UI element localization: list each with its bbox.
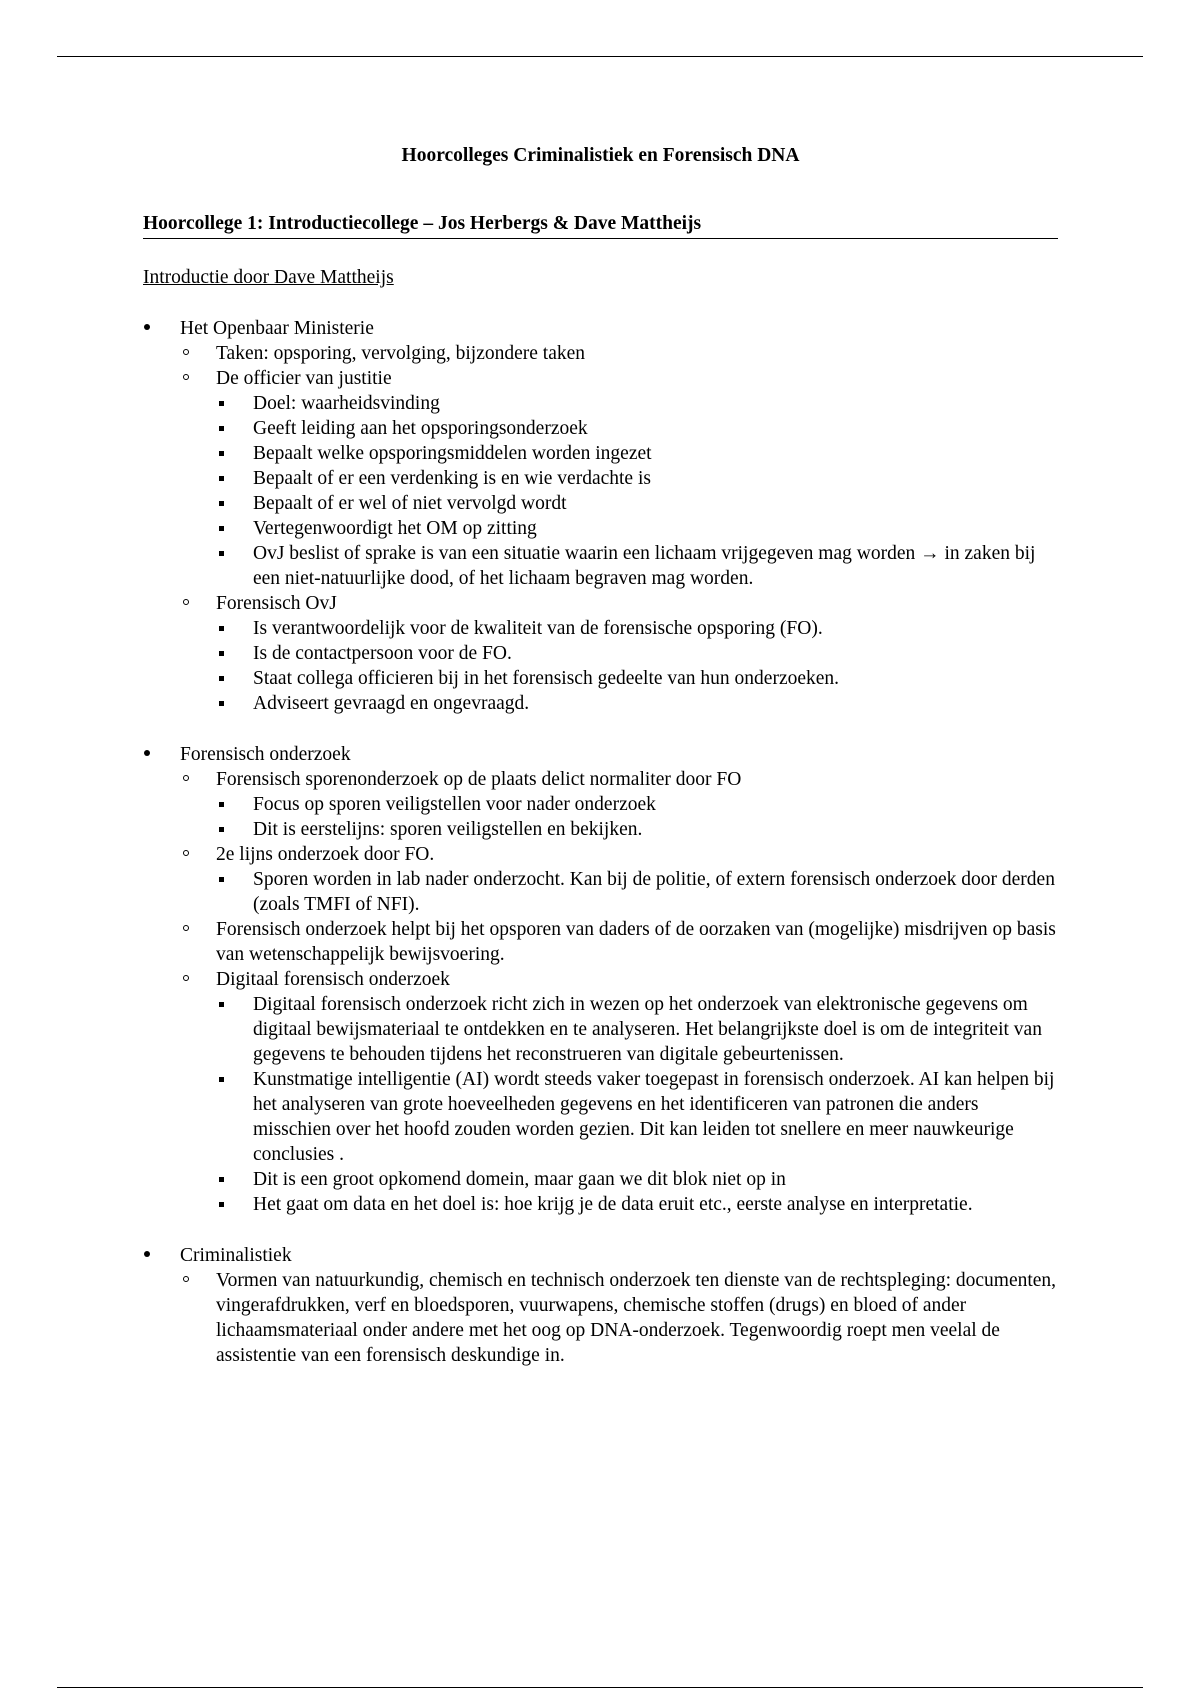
bullet-list-level2	[180, 767, 1058, 1217]
list-item	[216, 491, 1058, 516]
list-item	[216, 691, 1058, 716]
list-item	[216, 541, 1058, 591]
circle-bullet-icon	[180, 341, 200, 366]
list-item-text: Het gaat om data en het doel is: hoe krijg je de data eruit etc., eerste analyse en interpretatie.	[253, 1194, 973, 1215]
list-item	[216, 616, 1058, 641]
list-item	[216, 666, 1058, 691]
bullet-list-level3	[216, 616, 1058, 716]
list-item-text: Geeft leiding aan het opsporingsonderzoek	[253, 418, 588, 439]
bullet-icon	[143, 742, 163, 767]
list-item-text: Forensisch onderzoek	[180, 744, 351, 765]
square-bullet-icon	[216, 616, 236, 641]
square-bullet-icon	[216, 992, 236, 1017]
list-item-text: Digitaal forensisch onderzoek richt zich in wezen op het onderzoek van elektronische gegevens om digitaal bewijsmateriaal te ontdekken en te analyseren. Het belangrijkste doel is om de integriteit van gegevens te behouden tijdens het reconstrueren van digitale gebeurtenissen.	[253, 994, 1042, 1065]
list-item	[216, 792, 1058, 817]
square-bullet-icon	[216, 1167, 236, 1192]
list-item	[216, 641, 1058, 666]
list-item	[216, 1167, 1058, 1192]
list-item	[216, 416, 1058, 441]
list-item-text: Adviseert gevraagd en ongevraagd.	[253, 693, 530, 714]
list-item-text: OvJ beslist of sprake is van een situatie waarin een lichaam vrijgegeven mag worden → in zaken bij een niet-natuurlijke dood, of het lichaam begraven mag worden.	[253, 543, 1036, 589]
subheading: Introductie door Dave Mattheijs	[143, 267, 394, 288]
list-item-text: Focus op sporen veiligstellen voor nader onderzoek	[253, 794, 656, 815]
bullet-list-level3	[216, 792, 1058, 842]
square-bullet-icon	[216, 792, 236, 817]
list-item-text: Dit is eerstelijns: sporen veiligstellen en bekijken.	[253, 819, 643, 840]
square-bullet-icon	[216, 641, 236, 666]
document-title: Hoorcolleges Criminalistiek en Forensisch DNA	[401, 145, 800, 166]
square-bullet-icon	[216, 817, 236, 842]
bullet-icon	[143, 1243, 163, 1268]
list-item	[143, 742, 1058, 1217]
square-bullet-icon	[216, 391, 236, 416]
square-bullet-icon	[216, 867, 236, 892]
circle-bullet-icon	[180, 967, 200, 992]
list-item-text: Vertegenwoordigt het OM op zitting	[253, 518, 537, 539]
square-bullet-icon	[216, 666, 236, 691]
bullet-list-level2	[180, 341, 1058, 716]
circle-bullet-icon	[180, 366, 200, 391]
square-bullet-icon	[216, 1067, 236, 1092]
list-item	[216, 992, 1058, 1067]
square-bullet-icon	[216, 466, 236, 491]
square-bullet-icon	[216, 1192, 236, 1217]
list-item-text: 2e lijns onderzoek door FO.	[216, 844, 435, 865]
list-item-text: Forensisch sporenonderzoek op de plaats delict normaliter door FO	[216, 769, 742, 790]
list-item	[216, 1192, 1058, 1217]
circle-bullet-icon	[180, 842, 200, 867]
list-item-text: Kunstmatige intelligentie (AI) wordt steeds vaker toegepast in forensisch onderzoek. AI kan helpen bij het analyseren van grote hoeveelheden gegevens en het identificeren van patronen die anders misschien over het hoofd zouden worden gezien. Dit kan leiden tot snellere en meer nauwkeurige conclusies .	[253, 1069, 1055, 1165]
list-item-text: Staat collega officieren bij in het forensisch gedeelte van hun onderzoeken.	[253, 668, 840, 689]
list-item-text: Taken: opsporing, vervolging, bijzondere taken	[216, 343, 586, 364]
list-item	[216, 391, 1058, 416]
square-bullet-icon	[216, 516, 236, 541]
list-item	[180, 967, 1058, 1217]
document-body	[143, 143, 1058, 1368]
list-item	[216, 817, 1058, 842]
list-item-text: Vormen van natuurkundig, chemisch en technisch onderzoek ten dienste van de rechtspleging: documenten, vingerafdrukken, verf en bloedsporen, vuurwapens, chemische stoffen (drugs) en bloed of ander lichaamsmateriaal onder andere met het oog op DNA-onderzoek. Tegenwoordig roept men veelal de assistentie van een forensisch deskundige in.	[216, 1270, 1057, 1366]
list-item	[180, 842, 1058, 917]
list-item	[143, 1243, 1058, 1368]
list-item	[180, 1268, 1058, 1368]
list-item	[180, 767, 1058, 842]
page-bottom-rule	[57, 1687, 1143, 1688]
square-bullet-icon	[216, 691, 236, 716]
list-item	[216, 466, 1058, 491]
list-item	[180, 917, 1058, 967]
square-bullet-icon	[216, 541, 236, 566]
list-item-text: Bepaalt of er een verdenking is en wie verdachte is	[253, 468, 651, 489]
bullet-list-level3	[216, 992, 1058, 1217]
list-item-text: Is de contactpersoon voor de FO.	[253, 643, 512, 664]
list-item-text: Is verantwoordelijk voor de kwaliteit van de forensische opsporing (FO).	[253, 618, 823, 639]
list-item-text: Digitaal forensisch onderzoek	[216, 969, 450, 990]
bullet-list-level1	[143, 742, 1058, 1217]
list-item-text: Het Openbaar Ministerie	[180, 318, 374, 339]
bullet-list-level3	[216, 867, 1058, 917]
list-item-text: Bepaalt of er wel of niet vervolgd wordt	[253, 493, 567, 514]
circle-bullet-icon	[180, 767, 200, 792]
list-item	[216, 516, 1058, 541]
list-item-text: Forensisch onderzoek helpt bij het opsporen van daders of de oorzaken van (mogelijke) misdrijven op basis van wetenschappelijk bewijsvoering.	[216, 919, 1056, 965]
circle-bullet-icon	[180, 1268, 200, 1293]
bullet-list-level3	[216, 391, 1058, 591]
list-item-text: Doel: waarheidsvinding	[253, 393, 440, 414]
list-item	[216, 441, 1058, 466]
list-item	[180, 591, 1058, 716]
circle-bullet-icon	[180, 917, 200, 942]
circle-bullet-icon	[180, 591, 200, 616]
list-item-text: Criminalistiek	[180, 1245, 292, 1266]
square-bullet-icon	[216, 441, 236, 466]
square-bullet-icon	[216, 491, 236, 516]
square-bullet-icon	[216, 416, 236, 441]
list-item-text: Forensisch OvJ	[216, 593, 337, 614]
list-item	[180, 366, 1058, 591]
bullet-list-level1	[143, 316, 1058, 716]
list-item-text: Bepaalt welke opsporingsmiddelen worden ingezet	[253, 443, 652, 464]
list-item-text: De officier van justitie	[216, 368, 392, 389]
bullet-list-level1	[143, 1243, 1058, 1368]
bullet-list-level2	[180, 1268, 1058, 1368]
list-item-text: Sporen worden in lab nader onderzocht. Kan bij de politie, of extern forensisch onderzoek door derden (zoals TMFI of NFI).	[253, 869, 1055, 915]
section-heading: Hoorcollege 1: Introductiecollege – Jos Herbergs & Dave Mattheijs	[143, 211, 1058, 239]
list-item-text: Dit is een groot opkomend domein, maar gaan we dit blok niet op in	[253, 1169, 786, 1190]
bullet-icon	[143, 316, 163, 341]
list-item	[180, 341, 1058, 366]
list-item	[143, 316, 1058, 716]
list-item	[216, 867, 1058, 917]
list-item	[216, 1067, 1058, 1167]
page-top-rule	[57, 56, 1143, 57]
